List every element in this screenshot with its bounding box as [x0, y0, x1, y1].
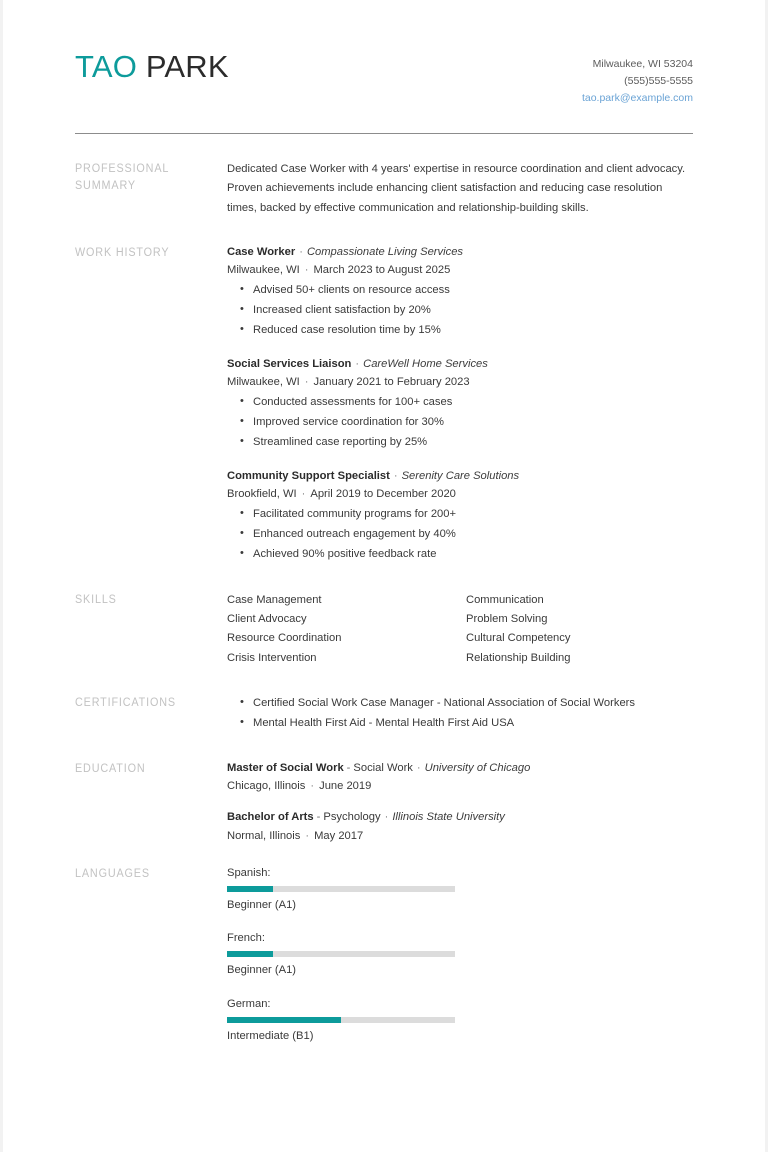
job-title-line — [227, 244, 693, 261]
job-title-line — [227, 468, 693, 485]
education-meta-line — [227, 827, 693, 845]
job-meta-line — [227, 261, 693, 279]
section-label-summary: PROFESSIONAL SUMMARY — [75, 163, 169, 193]
education-separator: · — [416, 761, 421, 774]
language-name: Spanish: — [227, 866, 271, 879]
job-bullet: • Streamlined case reporting by 25% — [253, 433, 693, 453]
skill-item: Problem Solving — [466, 612, 548, 625]
section-label-skills: SKILLS — [75, 593, 117, 606]
job-bullets — [227, 393, 693, 453]
education-date: June 2019 — [319, 780, 372, 793]
job-dates: March 2023 to August 2025 — [313, 263, 451, 276]
job-entry — [227, 244, 693, 341]
job-bullet: • Enhanced outreach engagement by 40% — [253, 525, 693, 545]
job-bullet: • Facilitated community programs for 200+ — [253, 505, 693, 525]
section-professional-summary — [75, 160, 693, 218]
certifications-label-col — [75, 694, 227, 712]
candidate-name — [75, 44, 229, 85]
language-proficiency-bar — [227, 886, 455, 892]
language-level: Beginner (A1) — [227, 898, 297, 911]
skill-item: Communication — [466, 593, 544, 606]
section-label-education: EDUCATION — [75, 762, 146, 775]
contact-email[interactable]: tao.park@example.com — [581, 92, 693, 104]
languages-grid — [227, 865, 693, 1062]
education-degree: Master of Social Work — [227, 761, 344, 774]
job-meta-line — [227, 485, 693, 503]
summary-label-col — [75, 160, 227, 195]
skills-column-right — [466, 591, 705, 668]
job-organization: Serenity Care Solutions — [401, 469, 520, 482]
summary-text: Dedicated Case Worker with 4 years' expertise in resource coordination and client advocacy. Proven achievements include enhancing client satisfaction and reducing case resolution times, backed by effective communication and relationship-building skills. — [227, 163, 686, 214]
education-location: Normal, Illinois — [227, 829, 301, 842]
language-proficiency-fill — [227, 1017, 341, 1023]
job-meta-separator: · — [304, 263, 309, 276]
job-location: Milwaukee, WI — [227, 263, 300, 276]
job-meta-separator: · — [301, 487, 306, 500]
skill-item: Cultural Competency — [466, 632, 571, 645]
job-organization: CareWell Home Services — [363, 357, 488, 370]
section-work-history — [75, 244, 693, 565]
job-dates: January 2021 to February 2023 — [313, 375, 470, 388]
job-organization: Compassionate Living Services — [306, 245, 464, 258]
job-bullet: • Increased client satisfaction by 20% — [253, 301, 693, 321]
education-label-col — [75, 760, 227, 778]
job-bullet: • Reduced case resolution time by 15% — [253, 321, 693, 341]
language-proficiency-bar — [227, 951, 455, 957]
section-skills — [75, 591, 693, 668]
skills-body — [227, 591, 693, 668]
education-dash: - — [346, 761, 351, 774]
job-title-line — [227, 356, 693, 373]
education-meta-line — [227, 777, 693, 795]
education-entry — [227, 760, 693, 796]
job-entry — [227, 468, 693, 565]
job-bullet: • Advised 50+ clients on resource access — [253, 281, 693, 301]
education-date: May 2017 — [314, 829, 364, 842]
job-separator: · — [393, 469, 398, 482]
job-dates: April 2019 to December 2020 — [310, 487, 456, 500]
education-location: Chicago, Illinois — [227, 780, 306, 793]
job-separator: · — [299, 245, 303, 258]
section-languages — [75, 865, 693, 1062]
languages-body — [227, 865, 693, 1062]
education-dash: - — [316, 811, 321, 824]
language-level: Beginner (A1) — [227, 964, 297, 977]
education-school: Illinois State University — [392, 811, 505, 824]
certification-item: • Mental Health First Aid - Mental Health First Aid USA — [253, 714, 693, 734]
education-field: Psychology — [323, 811, 381, 824]
first-name: TAO — [75, 49, 138, 84]
work-label-col — [75, 244, 227, 262]
job-separator: · — [355, 357, 360, 370]
education-title-line — [227, 809, 693, 826]
section-education — [75, 760, 693, 845]
section-label-languages: LANGUAGES — [75, 867, 150, 880]
section-certifications — [75, 694, 693, 734]
skill-item: Resource Coordination — [227, 632, 342, 645]
education-meta-separator: · — [310, 780, 315, 793]
education-field: Social Work — [353, 761, 413, 774]
languages-label-col — [75, 865, 227, 883]
section-label-certifications: CERTIFICATIONS — [75, 696, 176, 709]
work-history-body — [227, 244, 693, 565]
job-location: Milwaukee, WI — [227, 375, 300, 388]
skill-item: Case Management — [227, 593, 322, 606]
education-school: University of Chicago — [424, 761, 531, 774]
certifications-body — [227, 694, 693, 734]
job-meta-separator: · — [304, 375, 309, 388]
job-entry — [227, 356, 693, 453]
job-bullet: • Improved service coordination for 30% — [253, 413, 693, 433]
language-entry — [227, 996, 455, 1045]
language-proficiency-fill — [227, 886, 273, 892]
education-title-line — [227, 760, 693, 777]
language-entry — [227, 865, 455, 914]
skills-label-col — [75, 591, 227, 609]
language-name: French: — [227, 932, 265, 945]
job-bullet: • Achieved 90% positive feedback rate — [253, 545, 693, 565]
job-meta-line — [227, 373, 693, 391]
education-body — [227, 760, 693, 845]
certification-item: • Certified Social Work Case Manager - National Association of Social Workers — [253, 694, 693, 714]
job-bullets — [227, 281, 693, 341]
skill-item: Relationship Building — [466, 651, 571, 664]
education-entry — [227, 809, 693, 845]
job-bullets — [227, 505, 693, 565]
language-entry — [227, 930, 455, 979]
section-label-work-history: WORK HISTORY — [75, 246, 170, 259]
resume-header — [75, 44, 693, 107]
education-degree: Bachelor of Arts — [227, 811, 314, 824]
language-name: German: — [227, 998, 271, 1011]
skill-item: Crisis Intervention — [227, 651, 317, 664]
job-role: Community Support Specialist — [227, 469, 390, 482]
skills-column-left — [227, 591, 466, 668]
language-proficiency-bar — [227, 1017, 455, 1023]
contact-phone[interactable]: (555)555-5555 — [624, 75, 693, 87]
contact-location: Milwaukee, WI 53204 — [592, 58, 693, 70]
summary-body — [227, 160, 693, 218]
job-location: Brookfield, WI — [227, 487, 297, 500]
education-meta-separator: · — [305, 829, 310, 842]
language-proficiency-fill — [227, 951, 273, 957]
header-divider — [75, 133, 693, 134]
contact-block — [582, 44, 693, 107]
skills-grid — [227, 591, 693, 668]
job-bullet: • Conducted assessments for 100+ cases — [253, 393, 693, 413]
job-role: Case Worker — [227, 245, 296, 258]
last-name: PARK — [145, 49, 229, 84]
job-role: Social Services Liaison — [227, 357, 352, 370]
language-level: Intermediate (B1) — [227, 1029, 314, 1042]
certification-list — [227, 694, 693, 734]
education-separator: · — [384, 811, 389, 824]
skill-item: Client Advocacy — [227, 612, 307, 625]
